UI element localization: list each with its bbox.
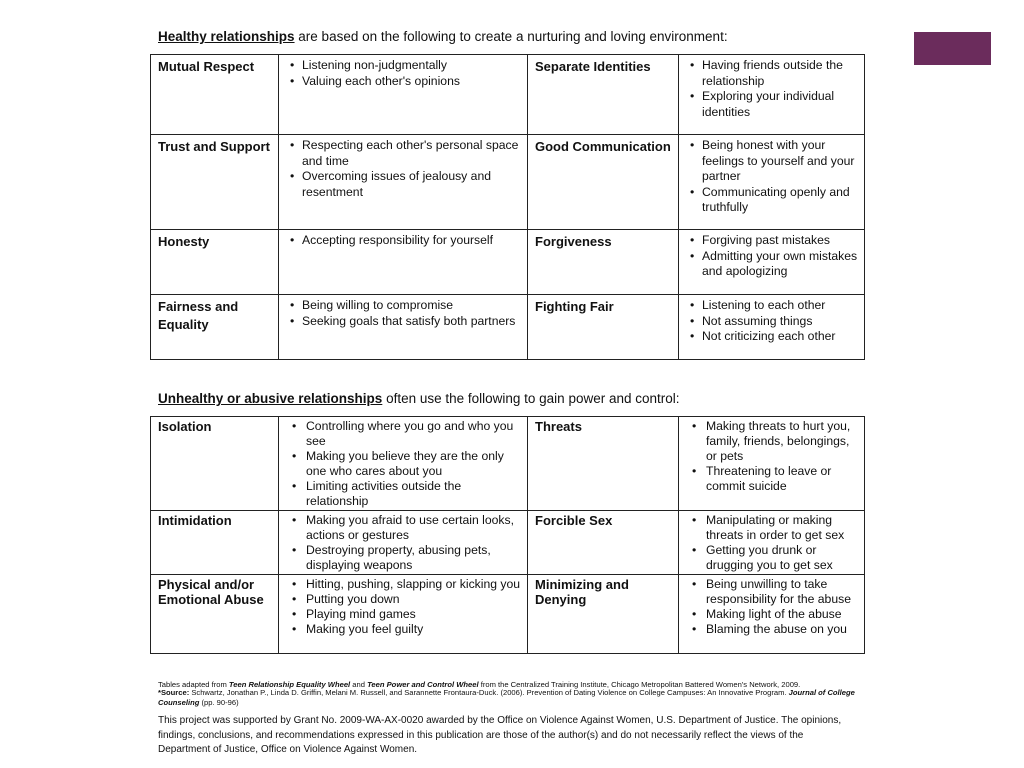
bullet-list bbox=[686, 138, 858, 216]
category-label: Physical and/or Emotional Abuse bbox=[151, 575, 279, 654]
category-items bbox=[679, 230, 865, 295]
healthy-table-body bbox=[151, 55, 865, 360]
category-label: Fighting Fair bbox=[528, 295, 679, 360]
list-item: • Not assuming things bbox=[702, 314, 858, 330]
list-item: • Being willing to compromise bbox=[302, 298, 521, 314]
bullet-list bbox=[286, 577, 521, 637]
category-label: Minimizing and Denying bbox=[528, 575, 679, 654]
category-label: Honesty bbox=[151, 230, 279, 295]
table-row bbox=[151, 135, 865, 230]
footnote-title: Teen Power and Control Wheel bbox=[367, 680, 479, 689]
list-item: • Listening to each other bbox=[702, 298, 858, 314]
unhealthy-heading bbox=[158, 391, 680, 407]
footnote-text: Tables adapted from bbox=[158, 680, 229, 689]
healthy-heading-rest: are based on the following to create a nurturing and loving environment: bbox=[294, 29, 728, 44]
bullet-list bbox=[286, 419, 521, 509]
table-row bbox=[151, 511, 865, 575]
footnote-source-label: *Source: bbox=[158, 688, 190, 697]
category-items bbox=[279, 55, 528, 135]
accent-box bbox=[914, 32, 991, 65]
category-label: Separate Identities bbox=[528, 55, 679, 135]
category-items bbox=[679, 295, 865, 360]
category-items bbox=[279, 135, 528, 230]
category-label: Isolation bbox=[151, 417, 279, 511]
unhealthy-table-body bbox=[151, 417, 865, 654]
bullet-list bbox=[686, 298, 858, 345]
footnote-text: (pp. 90-96) bbox=[199, 698, 239, 707]
unhealthy-heading-rest: often use the following to gain power and control: bbox=[382, 391, 680, 406]
category-items bbox=[679, 135, 865, 230]
category-items bbox=[279, 295, 528, 360]
list-item: • Making light of the abuse bbox=[706, 607, 858, 622]
list-item: • Exploring your individual identities bbox=[702, 89, 858, 120]
list-item: • Making you feel guilty bbox=[306, 622, 521, 637]
list-item: • Putting you down bbox=[306, 592, 521, 607]
list-item: • Respecting each other's personal space and time bbox=[302, 138, 521, 169]
healthy-heading-emph: Healthy relationships bbox=[158, 29, 295, 44]
category-items bbox=[679, 511, 865, 575]
category-label: Good Communication bbox=[528, 135, 679, 230]
list-item: • Having friends outside the relationship bbox=[702, 58, 858, 89]
list-item: • Blaming the abuse on you bbox=[706, 622, 858, 637]
list-item: • Making you believe they are the only one who cares about you bbox=[306, 449, 521, 479]
category-label: Mutual Respect bbox=[151, 55, 279, 135]
category-label: Intimidation bbox=[151, 511, 279, 575]
bullet-list bbox=[686, 233, 858, 280]
bullet-list bbox=[686, 58, 858, 120]
footnote-title: Teen Relationship Equality Wheel bbox=[228, 680, 351, 689]
footnote-journal: Journal of College Counseling bbox=[158, 688, 855, 707]
table-row bbox=[151, 575, 865, 654]
footnote-source bbox=[158, 688, 858, 708]
list-item: • Limiting activities outside the relationship bbox=[306, 479, 521, 509]
category-items bbox=[679, 417, 865, 511]
bullet-list bbox=[286, 298, 521, 329]
bullet-list bbox=[286, 513, 521, 573]
list-item: • Seeking goals that satisfy both partners bbox=[302, 314, 521, 330]
list-item: • Getting you drunk or drugging you to get sex bbox=[706, 543, 858, 573]
bullet-list bbox=[286, 58, 521, 89]
unhealthy-heading-emph: Unhealthy or abusive relationships bbox=[158, 391, 383, 406]
list-item: • Forgiving past mistakes bbox=[702, 233, 858, 249]
table-row bbox=[151, 55, 865, 135]
list-item: • Overcoming issues of jealousy and resentment bbox=[302, 169, 521, 200]
healthy-table bbox=[150, 54, 865, 360]
list-item: • Accepting responsibility for yourself bbox=[302, 233, 521, 249]
bullet-list bbox=[686, 513, 858, 573]
bullet-list bbox=[686, 577, 858, 637]
category-items bbox=[679, 575, 865, 654]
list-item: • Admitting your own mistakes and apologizing bbox=[702, 249, 858, 280]
list-item: • Making threats to hurt you, family, friends, belongings, or pets bbox=[706, 419, 858, 464]
category-label: Forcible Sex bbox=[528, 511, 679, 575]
list-item: • Making you afraid to use certain looks, actions or gestures bbox=[306, 513, 521, 543]
category-items bbox=[279, 575, 528, 654]
category-items bbox=[279, 417, 528, 511]
list-item: • Playing mind games bbox=[306, 607, 521, 622]
grant-support-statement: This project was supported by Grant No. 2009-WA-AX-0020 awarded by the Office on Violence Against Women, U.S. Department of Justice. The opinions, findings, conclusions, and recommendations expressed in this publication are those of the author(s) and do not necessarily reflect the views of the Department of Justice, Office on Violence Against Women. bbox=[158, 715, 842, 755]
category-label: Fairness and Equality bbox=[151, 295, 279, 360]
list-item: • Destroying property, abusing pets, displaying weapons bbox=[306, 543, 521, 573]
list-item: • Being unwilling to take responsibility for the abuse bbox=[706, 577, 858, 607]
table-row bbox=[151, 230, 865, 295]
footnote-text: and bbox=[350, 680, 368, 689]
list-item: • Listening non-judgmentally bbox=[302, 58, 521, 74]
list-item: • Valuing each other's opinions bbox=[302, 74, 521, 90]
bullet-list bbox=[686, 419, 858, 494]
footnote-text: Schwartz, Jonathan P., Linda D. Griffin, Melani M. Russell, and Sarannette Frontaura-Duck. (2006). Prevention of Dating Violence on College Campuses: An Innovative Program. bbox=[189, 688, 789, 697]
category-items bbox=[279, 511, 528, 575]
category-items bbox=[279, 230, 528, 295]
category-label: Threats bbox=[528, 417, 679, 511]
list-item: • Being honest with your feelings to yourself and your partner bbox=[702, 138, 858, 185]
list-item: • Manipulating or making threats in order to get sex bbox=[706, 513, 858, 543]
category-label: Forgiveness bbox=[528, 230, 679, 295]
list-item: • Communicating openly and truthfully bbox=[702, 185, 858, 216]
table-row bbox=[151, 417, 865, 511]
bullet-list bbox=[286, 233, 521, 249]
list-item: • Controlling where you go and who you see bbox=[306, 419, 521, 449]
category-label: Trust and Support bbox=[151, 135, 279, 230]
healthy-heading bbox=[158, 29, 728, 45]
list-item: • Hitting, pushing, slapping or kicking you bbox=[306, 577, 521, 592]
bullet-list bbox=[286, 138, 521, 200]
list-item: • Not criticizing each other bbox=[702, 329, 858, 345]
unhealthy-table bbox=[150, 416, 865, 654]
footnote-text: from the Centralized Training Institute, Chicago Metropolitan Battered Women's Network, 2009. bbox=[478, 680, 801, 689]
table-row bbox=[151, 295, 865, 360]
list-item: • Threatening to leave or commit suicide bbox=[706, 464, 858, 494]
category-items bbox=[679, 55, 865, 135]
